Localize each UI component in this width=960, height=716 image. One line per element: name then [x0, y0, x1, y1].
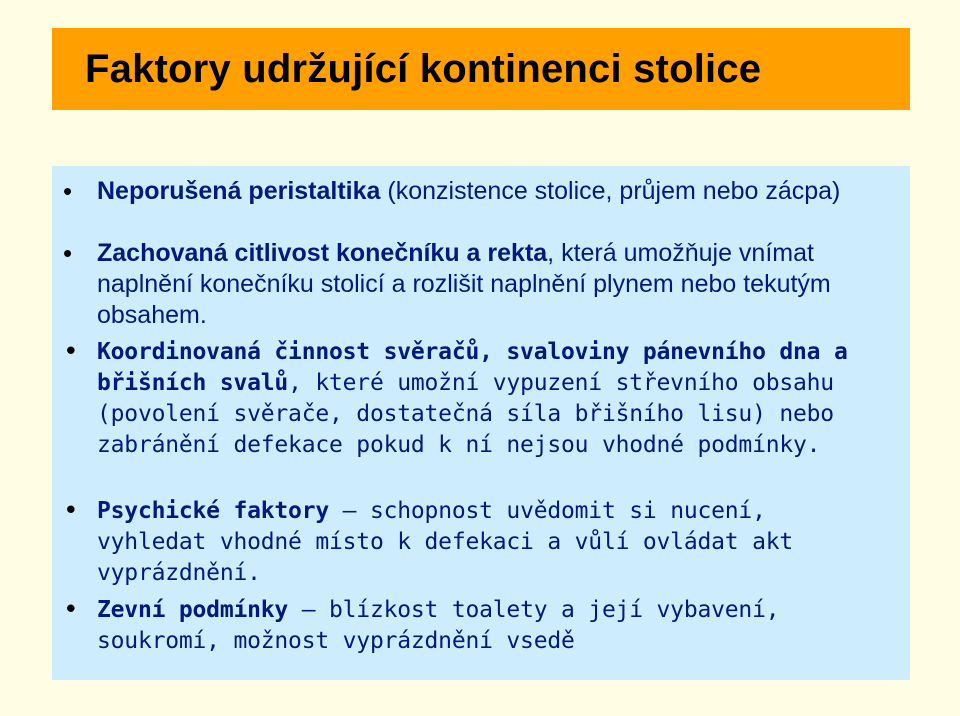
- content-box: [52, 166, 910, 680]
- list-item-rest: , které umožní vypuzení střevního obsahu (povolení svěrače, dostatečná síla břišního lisu) nebo zabránění defekace pokud k ní nejsou vhodné podmínky.: [97, 370, 834, 458]
- list-item-rest: – blízkost toalety a její vybavení, soukromí, možnost vyprázdnění vsedě: [97, 597, 780, 654]
- list-item-rest: , která umožňuje vnímat naplnění konečníku stolicí a rozlišit naplnění plynem nebo tekutým obsahem.: [97, 239, 831, 329]
- slide-title: Faktory udržující kontinenci stolice: [85, 46, 762, 91]
- list-item-text: [97, 595, 887, 657]
- bullet-marker: •: [63, 176, 73, 206]
- bullet-marker: •: [63, 595, 79, 625]
- list-item-rest: – schopnost uvědomit si nucení, vyhledat vhodné místo k defekaci a vůlí ovládat akt vyprázdnění.: [97, 498, 794, 586]
- list-item-rest: (konzistence stolice, průjem nebo zácpa): [380, 177, 841, 205]
- list-item-lead: Koordinovaná činnost svěračů, svaloviny pánevního dna a břišních svalů: [97, 339, 848, 396]
- list-item-lead: Neporušená peristaltika: [97, 177, 381, 205]
- list-item-lead: Zachovaná citlivost konečníku a rekta: [97, 239, 548, 267]
- list-item-text: [97, 337, 887, 461]
- bullet-marker: •: [63, 337, 79, 367]
- list-item-text: [97, 176, 887, 207]
- list-item-lead: Psychické faktory: [97, 498, 330, 524]
- bullet-marker: •: [63, 238, 73, 268]
- list-item-text: [97, 238, 887, 331]
- list-item-lead: Zevní podmínky: [97, 597, 289, 623]
- title-bar: [52, 28, 910, 110]
- list-item-text: [97, 496, 887, 589]
- bullet-marker: •: [63, 496, 79, 526]
